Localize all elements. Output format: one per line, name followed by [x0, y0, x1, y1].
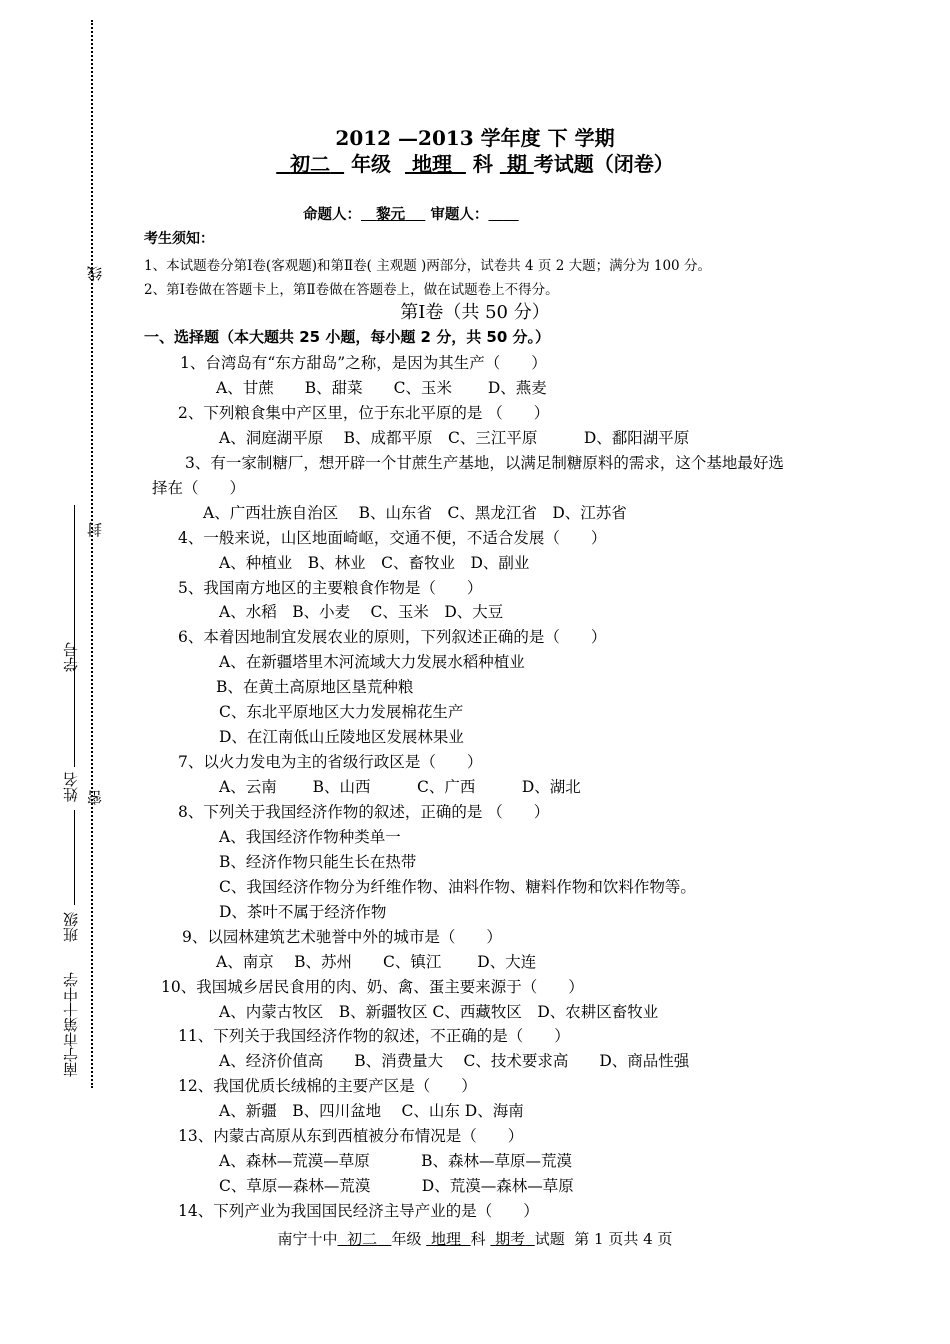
section-title: 一、选择题（本大题共 25 小题，每小题 2 分，共 50 分。）	[144, 328, 551, 346]
answer-options: A、云南 B、山西 C、广西 D、湖北	[219, 778, 581, 796]
question-stem: 11、下列关于我国经济作物的叙述，不正确的是（ ）	[178, 1027, 570, 1045]
instruction-item: 1、本试题卷分第Ⅰ卷(客观题)和第Ⅱ卷( 主观题 )两部分，试卷共 4 页 2 大题；满分为 100 分。	[144, 258, 711, 274]
margin-seal-seal-char: 封	[86, 522, 104, 537]
question-stem: 7、以火力发电为主的省级行政区是（ ）	[178, 753, 483, 771]
answer-options: A、经济价值高 B、消费量大 C、技术要求高 D、商品性强	[219, 1052, 690, 1070]
instruction-item: 2、第Ⅰ卷做在答题卡上，第Ⅱ卷做在答题卷上，做在试题卷上不得分。	[144, 282, 559, 298]
question-stem: 14、下列产业为我国国民经济主导产业的是（ ）	[178, 1202, 539, 1220]
author-line: 命题人： 黎元 审题人：	[303, 207, 489, 223]
question-stem: 4、一般来说，山区地面崎岖，交通不便，不适合发展（ ）	[178, 529, 607, 547]
answer-options: A、新疆 B、四川盆地 C、山东 D、海南	[219, 1102, 524, 1120]
answer-options: A、洞庭湖平原 B、成都平原 C、三江平原 D、鄱阳湖平原	[219, 429, 690, 447]
answer-option: B、在黄土高原地区垦荒种粮	[216, 678, 414, 696]
question-stem: 10、我国城乡居民食用的肉、奶、禽、蛋主要来源于（ ）	[161, 978, 584, 996]
margin-name-label: 姓名	[62, 772, 80, 802]
answer-options: A、内蒙古牧区 B、新疆牧区 C、西藏牧区 D、农耕区畜牧业	[219, 1003, 659, 1021]
question-stem: 8、下列关于我国经济作物的叙述，正确的是 （ ）	[178, 803, 550, 821]
exam-title-line2: 初二 年级 地理 科 期 考试题（闭卷）	[0, 148, 950, 177]
answer-option: D、茶叶不属于经济作物	[219, 903, 387, 921]
answer-options: C、草原—森林—荒漠 D、荒漠—森林—草原	[219, 1177, 574, 1195]
exam-type-field: 期	[506, 152, 527, 176]
answer-options: A、种植业 B、林业 C、畜牧业 D、副业	[219, 554, 530, 572]
class-underline	[74, 810, 75, 905]
margin-class-label: 班级	[62, 912, 80, 942]
page-number: 第 1 页共 4 页	[574, 1230, 673, 1248]
answer-option: C、我国经济作物分为纤维作物、油料作物、糖料作物和饮料作物等。	[219, 878, 696, 896]
answer-option: D、在江南低山丘陵地区发展林果业	[219, 728, 464, 746]
answer-options: A、南京 B、苏州 C、镇江 D、大连	[216, 953, 537, 971]
question-stem: 9、以园林建筑艺术驰誉中外的城市是（ ）	[182, 928, 502, 946]
answer-options: A、甘蔗 B、甜菜 C、玉米 D、燕麦	[216, 379, 547, 397]
margin-seal-secret-char: 密	[86, 790, 104, 805]
answer-option: A、在新疆塔里木河流域大力发展水稻种植业	[219, 653, 525, 671]
grade-field: 初二	[290, 152, 331, 176]
margin-student-id-label: 学号	[62, 642, 80, 672]
answer-options: A、广西壮族自治区 B、山东省 C、黑龙江省 D、江苏省	[203, 504, 627, 522]
name-underline	[74, 672, 75, 767]
question-stem: 6、本着因地制宜发展农业的原则，下列叙述正确的是（ ）	[178, 628, 607, 646]
question-stem: 1、台湾岛有“东方甜岛”之称，是因为其生产（ ）	[180, 354, 547, 372]
margin-school-name: 南宁市第十中学	[62, 972, 80, 1077]
question-stem: 13、内蒙古高原从东到西植被分布情况是（ ）	[178, 1127, 524, 1145]
question-stem: 3、有一家制糖厂，想开辟一个甘蔗生产基地，以满足制糖原料的需求，这个基地最好选	[185, 454, 784, 472]
answer-options: A、水稻 B、小麦 C、玉米 D、大豆	[219, 603, 504, 621]
question-stem: 2、下列粮食集中产区里，位于东北平原的是 （ ）	[178, 404, 550, 422]
answer-options: A、森林—荒漠—草原 B、森林—草原—荒漠	[219, 1152, 573, 1170]
page-footer: 南宁十中 初二 年级 地理 科 期考 试题 第 1 页共 4 页	[277, 1230, 673, 1248]
exam-title-line1: 2012 —2013 学年度 下 学期	[335, 126, 615, 150]
answer-option: C、东北平原地区大力发展棉花生产	[219, 703, 464, 721]
instructions-heading: 考生须知：	[144, 231, 214, 247]
question-stem: 5、我国南方地区的主要粮食作物是（ ）	[178, 579, 483, 597]
binding-dotted-line	[91, 20, 93, 1088]
answer-option: B、经济作物只能生长在热带	[219, 853, 417, 871]
question-stem-continued: 择在（ ）	[152, 479, 246, 497]
part-title: 第Ⅰ卷（共 50 分）	[400, 302, 550, 323]
subject-field: 地理	[411, 152, 452, 176]
answer-option: A、我国经济作物种类单一	[219, 828, 401, 846]
question-stem: 12、我国优质长绒棉的主要产区是（ ）	[178, 1077, 477, 1095]
margin-seal-line-char: 线	[86, 266, 104, 281]
